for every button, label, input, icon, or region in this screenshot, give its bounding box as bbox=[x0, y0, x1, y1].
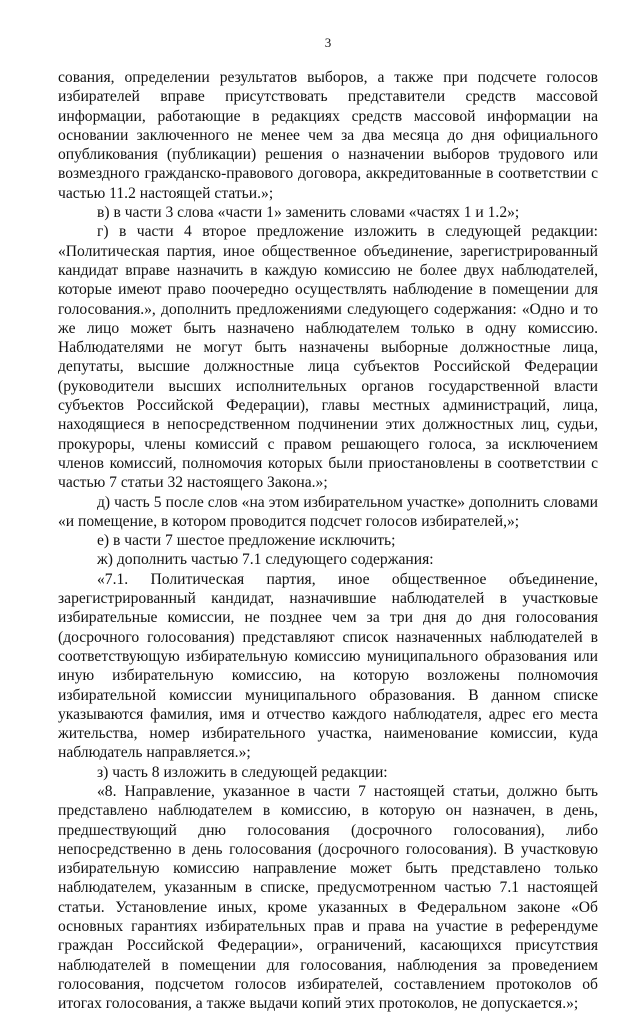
paragraph-4: д) часть 5 после слов «на этом избирательном участке» дополнить словами «и помещение, в котором проводится подсчет голосов избирателей,»; bbox=[58, 493, 598, 530]
paragraph-1: сования, определении результатов выборов, а также при подсчете голосов избирателей вправе присутствовать представители средств массовой информации, работающие в редакциях средств массовой информации на основании заключенного не менее чем за два месяца до дня официального опубликования (публикации) решения о назначении выборов трудового или возмездного гражданско-правового договора, аккредитованные в соответствии с частью 11.2 настоящей статьи.»; bbox=[58, 69, 598, 202]
paragraph-6: ж) дополнить частью 7.1 следующего содержания: bbox=[97, 551, 434, 569]
page-number: 3 bbox=[324, 35, 332, 50]
document-body bbox=[58, 68, 598, 1014]
paragraph-2: в) в части 3 слова «части 1» заменить словами «частях 1 и 1.2»; bbox=[97, 204, 520, 222]
paragraph-7: «7.1. Политическая партия, иное общественное объединение, зарегистрированный кандидат, назначившие наблюдателей в участковые избирательные комиссии, не позднее чем за три дня до дня голосования (досрочного голосования) представляют список назначенных наблюдателей в соответствующую избирательную комиссию муниципального образования или иную избирательную комиссию, на которую возложены полномочия избирательной комиссии муниципального образования. В данном списке указываются фамилия, имя и отчество каждого наблюдателя, адрес его места жительства, номер избирательного участка, наименование комиссии, куда наблюдатель направляется.»; bbox=[58, 570, 598, 762]
paragraph-9: «8. Направление, указанное в части 7 настоящей статьи, должно быть представлено наблюдателем в комиссию, в которую он назначен, в день, предшествующий дню голосования (досрочного голосования), либо непосредственно в день голосования (досрочного голосования). В участковую избирательную комиссию направление может быть представлено только наблюдателем, указанным в списке, предусмотренном частью 7.1 настоящей статьи. Установление иных, кроме указанных в Федеральном законе «Об основных гарантиях избирательных прав и права на участие в референдуме граждан Российской Федерации», ограничений, касающихся присутствия наблюдателей в помещении для голосования, наблюдения за проведением голосования, подсчетом голосов избирателей, составлением протоколов об итогах голосования, а также выдачи копий этих протоколов, не допускается.»; bbox=[58, 782, 598, 1013]
paragraph-5: е) в части 7 шестое предложение исключить; bbox=[97, 532, 396, 550]
paragraph-8: з) часть 8 изложить в следующей редакции: bbox=[97, 763, 388, 781]
paragraph-3: г) в части 4 второе предложение изложить в следующей редакции: «Политическая партия, иное общественное объединение, зарегистрированный кандидат вправе назначить в каждую комиссию не более двух наблюдателей, которые имеют право поочередно осуществлять наблюдение в помещении для голосования.», дополнить предложениями следующего содержания: «Одно и то же лицо может быть назначено наблюдателем только в одну комиссию. Наблюдателями не могут быть назначены выборные должностные лица, депутаты, высшие должностные лица субъектов Российской Федерации (руководители высших исполнительных органов государственной власти субъектов Российской Федерации), главы местных администраций, лица, находящиеся в непосредственном подчинении этих должностных лиц, судьи, прокуроры, члены комиссий с правом решающего голоса, за исключением членов комиссий, полномочия которых были приостановлены в соответствии с частью 7 статьи 32 настоящего Закона.»; bbox=[58, 223, 598, 492]
